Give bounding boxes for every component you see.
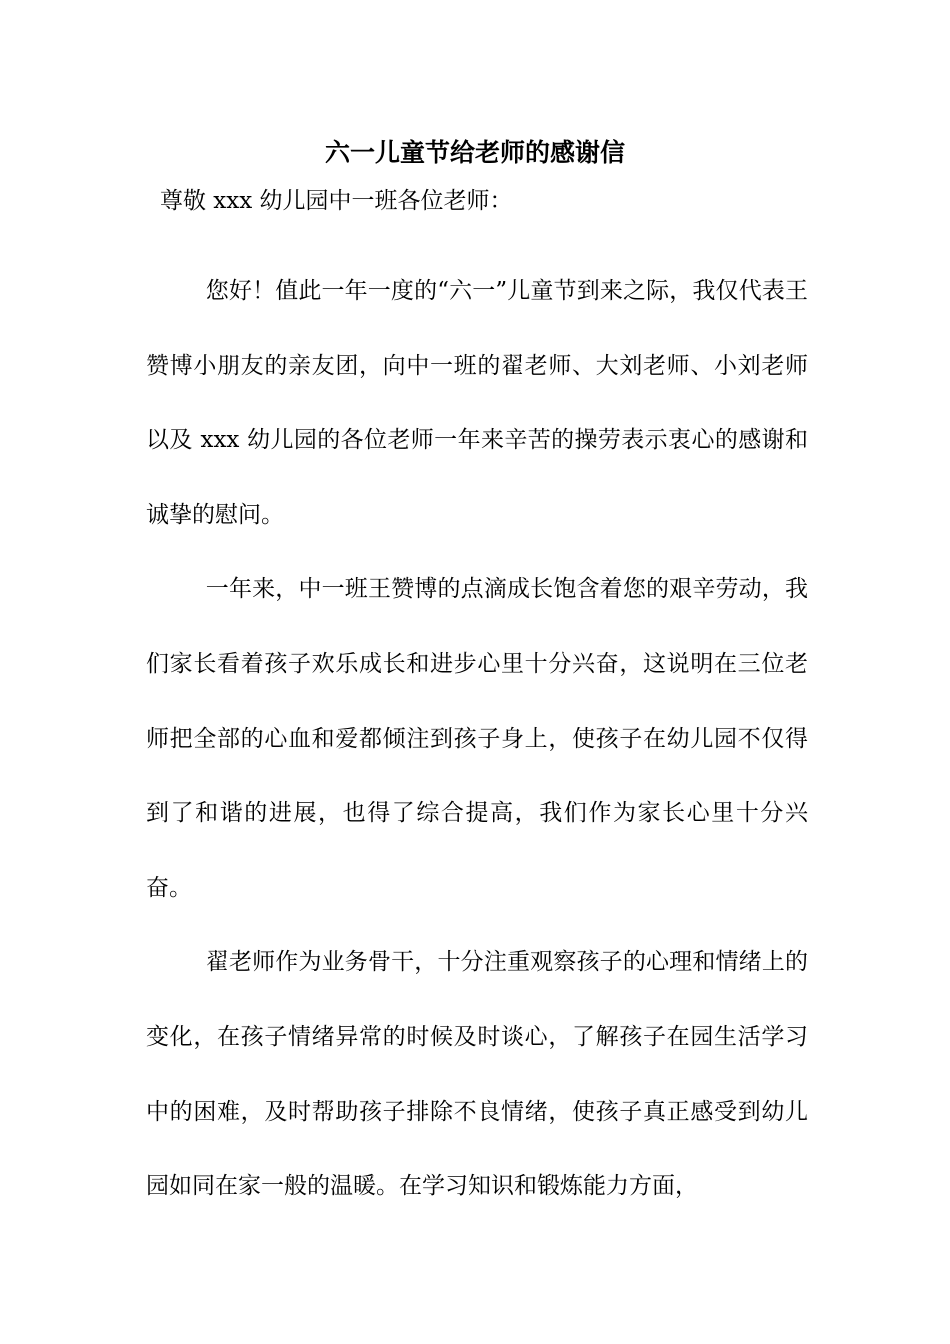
document-title: 六一儿童节给老师的感谢信 <box>324 138 625 167</box>
letter-body <box>146 254 808 1224</box>
paragraph-growth: 一年来，中一班王赞博的点滴成长饱含着您的艰辛劳动，我们家长看着孩子欢乐成长和进步心里十分兴奋，这说明在三位老师把全部的心血和爱都倾注到孩子身上，使孩子在幼儿园不仅得到了和谐的进展，也得了综合提高，我们作为家长心里十分兴奋。 <box>146 576 808 901</box>
paragraph-teacher-zhai: 翟老师作为业务骨干，十分注重观察孩子的心理和情绪上的变化，在孩子情绪异常的时候及时谈心，了解孩子在园生活学习中的困难，及时帮助孩子排除不良情绪，使孩子真正感受到幼儿园如同在家一般的温暖。在学习知识和锻炼能力方面， <box>146 949 808 1200</box>
paragraph-greeting: 您好！值此一年一度的“六一”儿童节到来之际，我仅代表王赞博小朋友的亲友团，向中一班的翟老师、大刘老师、小刘老师以及 xxx 幼儿园的各位老师一年来辛苦的操劳表示衷心的感谢和诚挚的慰问。 <box>146 278 808 528</box>
salutation: 尊敬 xxx 幼儿园中一班各位老师： <box>160 188 513 214</box>
